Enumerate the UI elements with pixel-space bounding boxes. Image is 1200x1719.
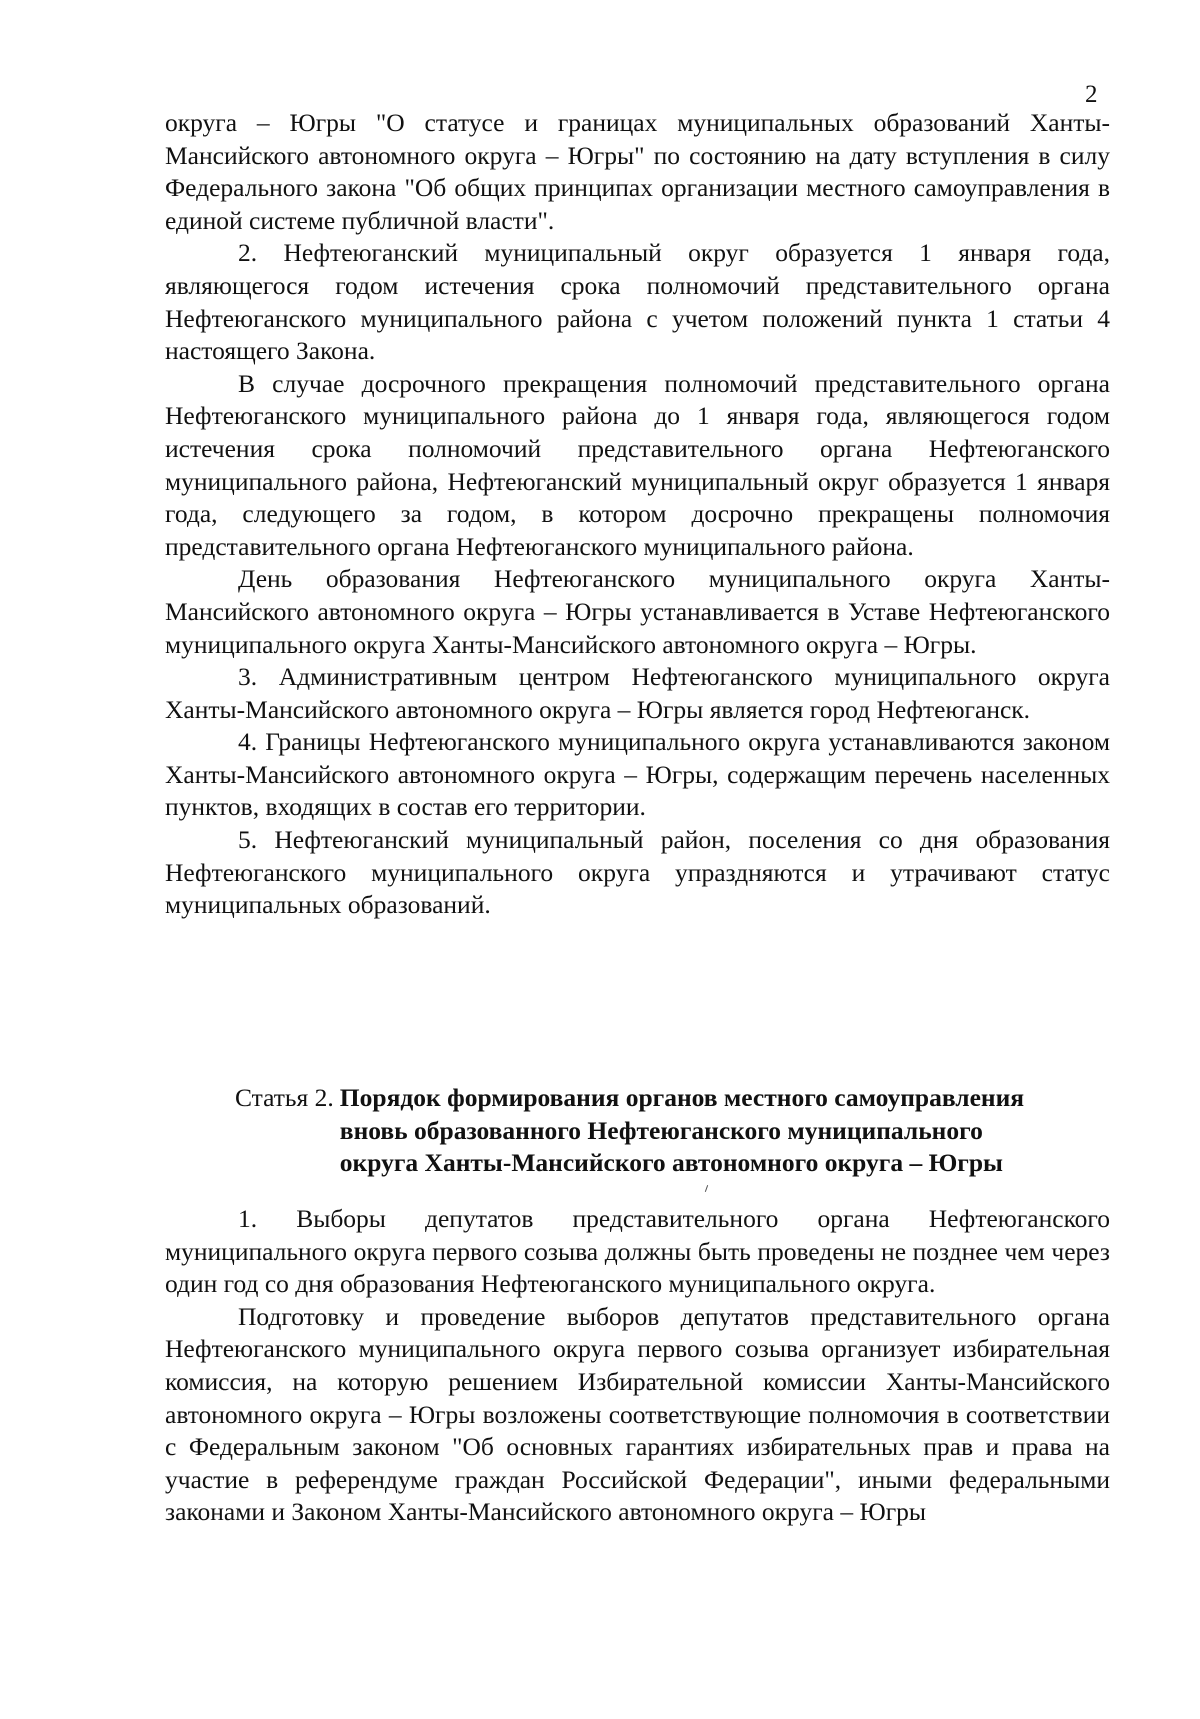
document-body xyxy=(165,107,1110,922)
paragraph: 3. Административным центром Нефтеюганского муниципального округа Ханты-Мансийского автономного округа – Югры является город Нефтеюганск. xyxy=(165,662,1110,724)
paragraph: День образования Нефтеюганского муниципального округа Ханты-Мансийского автономного округа – Югры устанавливается в Уставе Нефтеюганского муниципального округа Ханты-Мансийского автономного округа – Югры. xyxy=(165,564,1110,659)
paragraph: 1. Выборы депутатов представительного органа Нефтеюганского муниципального округа первого созыва должны быть проведены не позднее чем через один год со дня образования Нефтеюганского муниципального округа. xyxy=(165,1204,1110,1299)
scan-speck xyxy=(705,1185,708,1192)
paragraph: 5. Нефтеюганский муниципальный район, поселения со дня образования Нефтеюганского муниципального округа упраздняются и утрачивают статус муниципальных образований. xyxy=(165,825,1110,920)
article-heading xyxy=(235,1082,1115,1180)
article-title xyxy=(340,1082,1100,1180)
page-number: 2 xyxy=(1085,81,1098,108)
paragraph: округа – Югры "О статусе и границах муниципальных образований Ханты-Мансийского автономного округа – Югры" по состоянию на дату вступления в силу Федерального закона "Об общих принципах организации местного самоуправления в единой системе публичной власти". xyxy=(165,108,1110,235)
article-title-line: вновь образованного Нефтеюганского муниципального xyxy=(339,1115,983,1145)
article-body xyxy=(165,1203,1110,1529)
article-title-line: Порядок формирования органов местного самоуправления xyxy=(339,1083,1025,1112)
paragraph: В случае досрочного прекращения полномочий представительного органа Нефтеюганского муниципального района до 1 января года, являющегося годом истечения срока полномочий представительного органа Нефтеюганского муниципального района, Нефтеюганский муниципальный округ образуется 1 января года, следующего за годом, в котором досрочно прекращены полномочия представительного органа Нефтеюганского муниципального района. xyxy=(165,368,1110,561)
paragraph: 4. Границы Нефтеюганского муниципального округа устанавливаются законом Ханты-Мансийского автономного округа – Югры, содержащим перечень населенных пунктов, входящих в состав его территории. xyxy=(165,727,1110,822)
article-label: Статья 2. xyxy=(235,1083,334,1112)
paragraph: Подготовку и проведение выборов депутатов представительного органа Нефтеюганского муниципального округа первого созыва организует избирательная комиссия, на которую решением Избирательной комиссии Ханты-Мансийского автономного округа – Югры возложены соответствующие полномочия в соответствии с Федеральным законом "Об основных гарантиях избирательных прав и права на участие в референдуме граждан Российской Федерации", иными федеральными законами и Законом Ханты-Мансийского автономного округа – Югры xyxy=(165,1301,1110,1527)
paragraph: 2. Нефтеюганский муниципальный округ образуется 1 января года, являющегося годом истечения срока полномочий представительного органа Нефтеюганского муниципального района с учетом положений пункта 1 статьи 4 настоящего Закона. xyxy=(165,238,1110,366)
article-title-line: округа Ханты-Мансийского автономного округа – Югры xyxy=(339,1148,1003,1178)
